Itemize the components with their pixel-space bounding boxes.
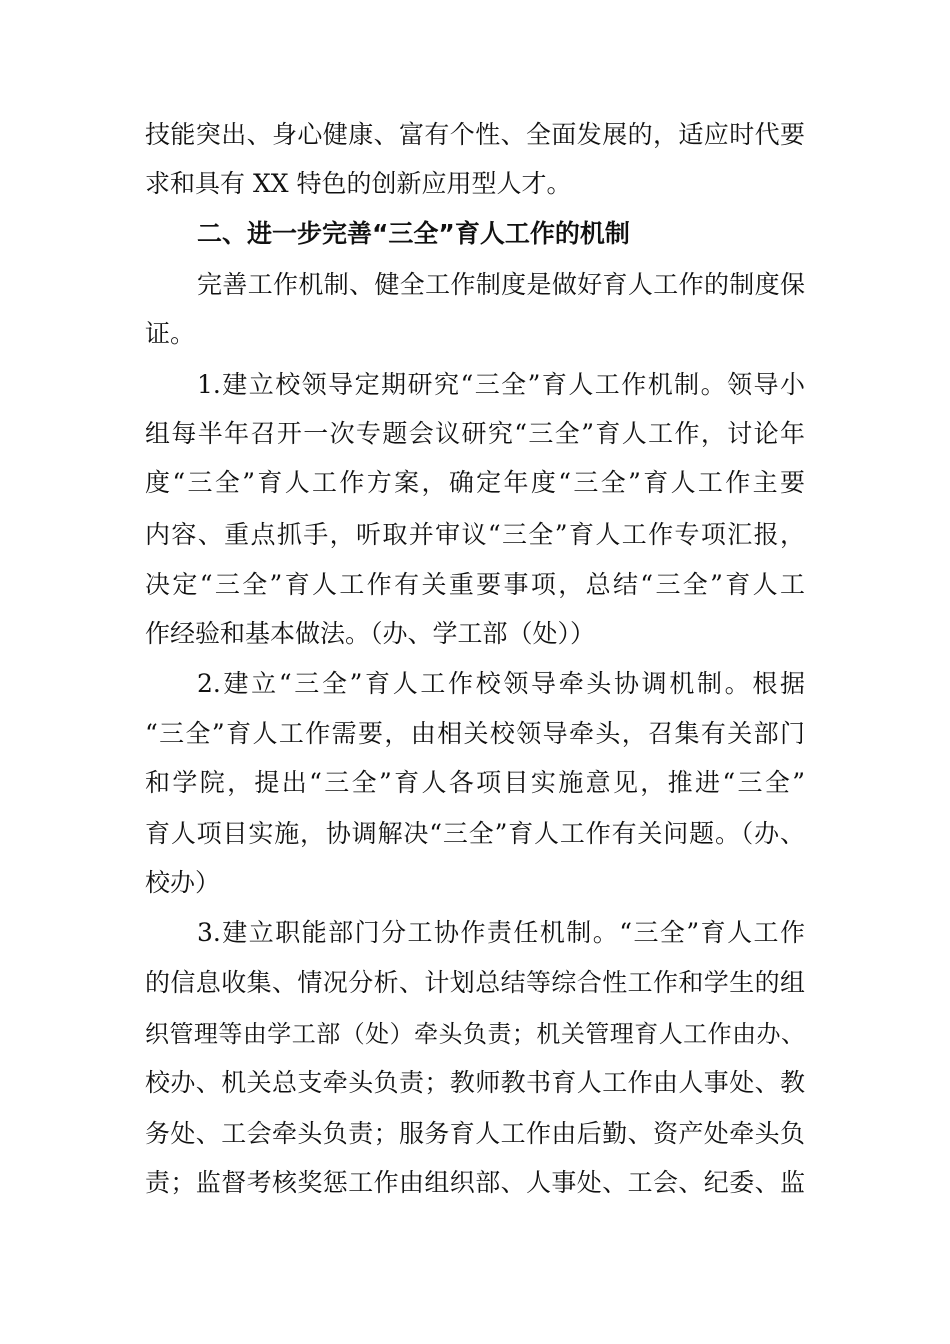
text-line: 的信息收集、情况分析、计划总结等综合性工作和学生的组 [145, 968, 805, 997]
text-line: 责；监督考核奖惩工作由组织部、人事处、工会、纪委、监 [145, 1168, 805, 1197]
text-line: 务处、工会牵头负责；服务育人工作由后勤、资产处牵头负 [145, 1119, 805, 1148]
text-line: 育人项目实施，协调解决“三全”育人工作有关问题。（办、 [145, 819, 805, 848]
text-line: 织管理等由学工部（处）牵头负责；机关管理育人工作由办、 [145, 1020, 805, 1048]
text-line: 度“三全”育人工作方案，确定年度“三全”育人工作主要 [145, 468, 805, 497]
text-line: 内容、重点抓手，听取并审议“三全”育人工作专项汇报， [145, 520, 805, 549]
text-line: “三全”育人工作需要，由相关校领导牵头，召集有关部门 [145, 719, 805, 748]
text-line: 1.建立校领导定期研究“三全”育人工作机制。领导小 [197, 370, 805, 399]
section-heading: 二、进一步完善“三全”育人工作的机制 [197, 219, 630, 248]
text-line: 3.建立职能部门分工协作责任机制。“三全”育人工作 [197, 918, 805, 947]
text-line: 求和具有 XX 特色的创新应用型人才。 [145, 169, 572, 198]
text-line: 和学院，提出“三全”育人各项目实施意见，推进“三全” [145, 768, 805, 797]
text-line: 2.建立“三全”育人工作校领导牵头协调机制。根据 [197, 669, 805, 698]
text-line: 技能突出、身心健康、富有个性、全面发展的，适应时代要 [145, 120, 805, 149]
text-line: 决定“三全”育人工作有关重要事项，总结“三全”育人工 [145, 570, 806, 599]
text-line: 校办） [145, 868, 221, 897]
text-line: 校办、机关总支牵头负责；教师教书育人工作由人事处、教 [145, 1068, 805, 1097]
text-line: 证。 [145, 319, 196, 348]
text-line: 组每半年召开一次专题会议研究“三全”育人工作，讨论年 [145, 419, 805, 448]
text-line: 完善工作机制、健全工作制度是做好育人工作的制度保 [197, 270, 805, 299]
text-line: 作经验和基本做法。（办、学工部（处）） [145, 619, 596, 648]
